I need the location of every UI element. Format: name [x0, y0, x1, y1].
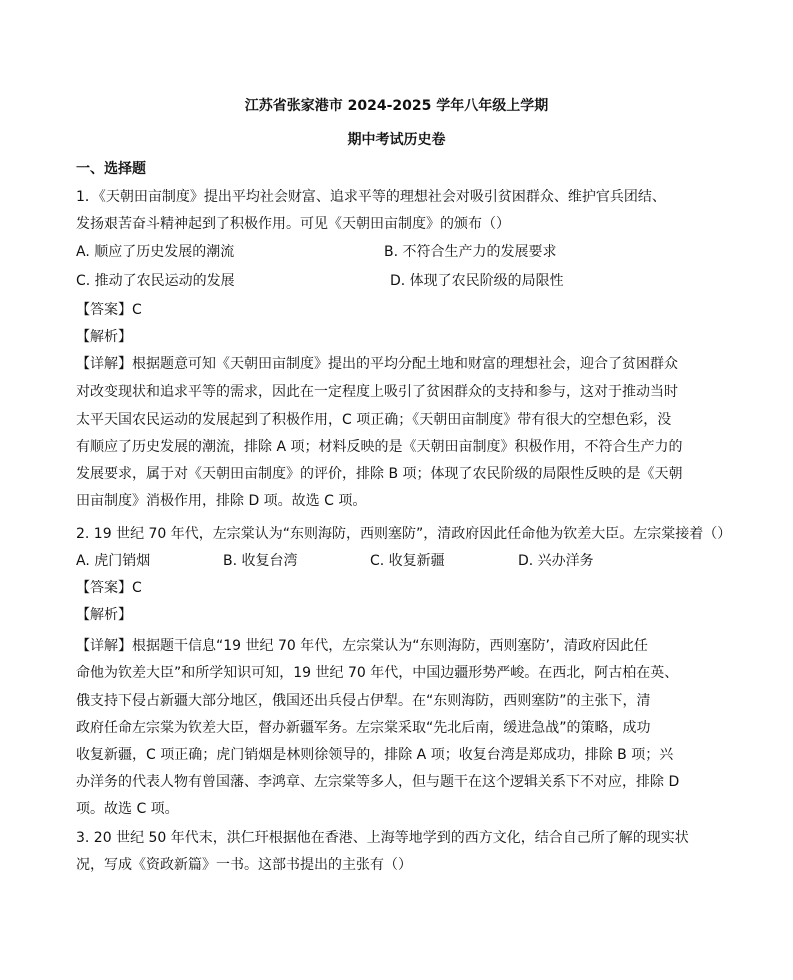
q2-stem: 2. 19 世纪 70 年代，左宗棠认为“东则海防，西则塞防”，清政府因此任命他为钦差大臣。左宗棠接着（） [76, 526, 732, 542]
q1-stem-line2: 发扬艰苦奋斗精神起到了积极作用。可见《天朝田亩制度》的颁布（） [76, 216, 510, 232]
q2-detail-line: 命他为钦差大臣”和所学知识可知，19 世纪 70 年代，中国边疆形势严峻。在西北，阿古柏在英、 [76, 665, 679, 681]
q2-detail-line: 办洋务的代表人物有曾国藩、李鸿章、左宗棠等多人，但与题干在这个逻辑关系下不对应，排除 D [76, 774, 680, 790]
q2-option-c: C. 收复新疆 [370, 553, 445, 569]
q2-detail-line: 项。故选 C 项。 [76, 801, 179, 817]
q2-detail-line: 【详解】根据题干信息“19 世纪 70 年代，左宗棠认为“东则海防，西则塞防’，清政府因此任 [76, 638, 648, 654]
q2-detail-line: 政府任命左宗棠为钦差大臣，督办新疆军务。左宗棠采取“先北后南，缓进急战”的策略，成功 [76, 720, 651, 736]
q2-option-b: B. 收复台湾 [223, 553, 298, 569]
q1-detail-line: 对改变现状和追求平等的需求，因此在一定程度上吸引了贫困群众的支持和参与，这对于推动当时 [76, 384, 678, 400]
q2-answer: 【答案】C [76, 580, 142, 596]
q3-stem-line1: 3. 20 世纪 50 年代末，洪仁玕根据他在香港、上海等地学到的西方文化，结合自己所了解的现实状 [76, 830, 689, 846]
q1-detail-line: 田亩制度》消极作用，排除 D 项。故选 C 项。 [76, 493, 367, 509]
q3-stem-line2: 况，写成《资政新篇》一书。这部书提出的主张有（） [76, 857, 412, 873]
q1-option-c: C. 推动了农民运动的发展 [76, 273, 235, 289]
q1-detail-line: 有顺应了历史发展的潮流，排除 A 项；材料反映的是《天朝田亩制度》积极作用，不符合生产力的 [76, 439, 683, 455]
q2-detail-line: 收复新疆，C 项正确；虎门销烟是林则徐领导的，排除 A 项；收复台湾是郑成功，排除 B 项；兴 [76, 747, 674, 763]
document-subtitle: 期中考试历史卷 [347, 132, 446, 148]
q2-option-a: A. 虎门销烟 [76, 553, 151, 569]
q1-option-b: B. 不符合生产力的发展要求 [384, 244, 557, 260]
q1-option-d: D. 体现了农民阶级的局限性 [390, 273, 564, 289]
q2-analysis-heading: 【解析】 [76, 607, 132, 623]
section-heading: 一、选择题 [76, 161, 146, 177]
q1-stem-line1: 1．《天朝田亩制度》提出平均社会财富、追求平等的理想社会对吸引贫困群众、维护官兵团结、 [76, 189, 666, 205]
document-title: 江苏省张家港市 2024-2025 学年八年级上学期 [244, 98, 549, 114]
q1-detail-line: 太平天国农民运动的发展起到了积极作用，C 项正确；《天朝田亩制度》带有很大的空想色彩，没 [76, 412, 672, 428]
q1-option-a: A. 顺应了历史发展的潮流 [76, 244, 235, 260]
q2-detail-line: 俄支持下侵占新疆大部分地区，俄国还出兵侵占伊犁。在“东则海防，西则塞防”的主张下，清 [76, 693, 651, 709]
q1-detail-line: 发展要求，属于对《天朝田亩制度》的评价，排除 B 项；体现了农民阶级的局限性反映的是《天朝 [76, 466, 683, 482]
q1-answer: 【答案】C [76, 302, 142, 318]
q1-detail-line: 【详解】根据题意可知《天朝田亩制度》提出的平均分配土地和财富的理想社会，迎合了贫困群众 [76, 356, 678, 372]
q2-option-d: D. 兴办洋务 [518, 553, 594, 569]
q1-analysis-heading: 【解析】 [76, 329, 132, 345]
